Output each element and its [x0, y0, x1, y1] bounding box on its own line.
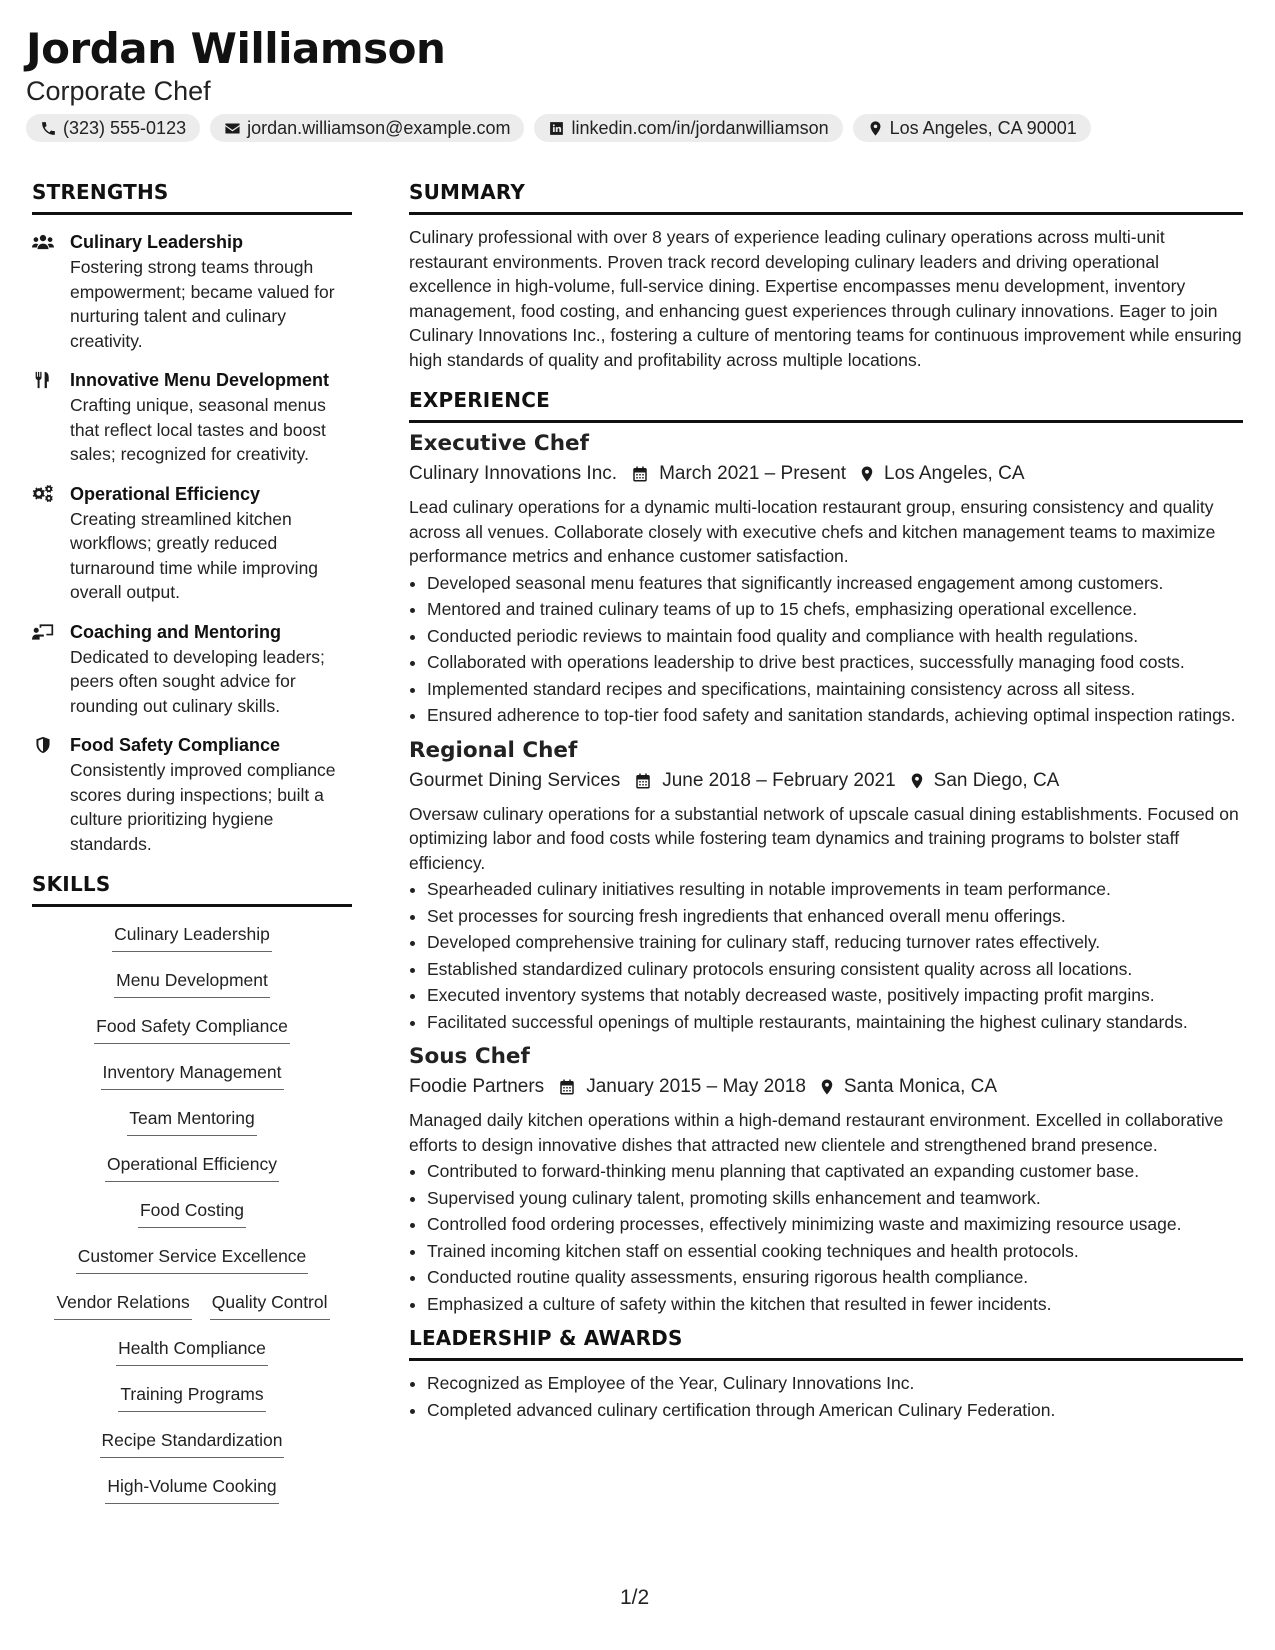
contact-location: [853, 114, 1091, 142]
skill-tag: Food Safety Compliance: [94, 1013, 290, 1044]
strength-title: Food Safety Compliance: [70, 735, 281, 755]
summary-text: Culinary professional with over 8 years of experience leading culinary operations across multi-unit restaurant environments. Proven track record developing culinary leaders and driving operational excellence in high-volume, full-service dining. Expertise encompasses menu development, inventory management, food costing, and enhancing guest experiences through culinary innovations. Eager to join Culinary Innovations Inc., fostering a culture of mentoring teams for continuous improvement while ensuring high standards of quality and profitability across multiple locations.: [409, 227, 1242, 370]
bullet-item: • Supervised young culinary talent, promoting skills enhancement and teamwork.: [427, 1186, 1243, 1211]
strength-desc: Crafting unique, seasonal menus that reflect local tastes and boost sales; recognized for creativity.: [70, 395, 326, 464]
strength-desc: Fostering strong teams through empowerment; became valued for nurturing talent and culinary creativity.: [70, 257, 335, 351]
contact-email-text: jordan.williamson@example.com: [247, 117, 511, 138]
job-meta: [409, 1072, 1243, 1102]
bullet-item: • Conducted routine quality assessments, ensuring rigorous health compliance.: [427, 1265, 1243, 1290]
users-icon: [32, 233, 54, 251]
contact-location-text: Los Angeles, CA 90001: [889, 117, 1077, 138]
strength-item: [32, 619, 352, 719]
job-title: Executive Chef: [409, 431, 589, 456]
strength-desc: Dedicated to developing leaders; peers often sought advice for rounding out culinary skills.: [70, 646, 325, 716]
bullet-item: • Emphasized a culture of safety within the kitchen that resulted in fewer incidents.: [427, 1292, 1243, 1317]
job-dates: March 2021 – Present: [659, 463, 847, 484]
skills-heading: SKILLS: [32, 870, 352, 907]
strength-item: [32, 732, 352, 856]
strengths-list: [32, 229, 352, 856]
bullet-item: • Trained incoming kitchen staff on essential cooking techniques and health protocols.: [427, 1239, 1243, 1264]
job-title: Sous Chef: [409, 1044, 530, 1069]
candidate-role: Corporate Chef: [26, 76, 211, 106]
strength-title: Operational Efficiency: [70, 483, 261, 504]
calendar-icon: [558, 1078, 576, 1096]
skill-tag: Quality Control: [210, 1289, 330, 1320]
skill-tag: Team Mentoring: [127, 1105, 256, 1136]
contact-linkedin-text: linkedin.com/in/jordanwilliamson: [571, 117, 829, 138]
skill-tag: Training Programs: [118, 1381, 265, 1412]
summary-heading: SUMMARY: [409, 178, 1243, 215]
contact-phone-text: (323) 555-0123: [63, 117, 187, 138]
candidate-name: Jordan Williamson: [26, 24, 446, 73]
strength-title: Coaching and Mentoring: [70, 621, 281, 642]
strength-title: Innovative Menu Development: [70, 370, 330, 390]
job-company: Foodie Partners: [409, 1076, 545, 1097]
phone-icon: [40, 120, 57, 137]
bullet-item: • Developed comprehensive training for culinary staff, reducing turnover rates effectively.: [427, 930, 1243, 955]
job-meta: [409, 766, 1243, 796]
job-title: Regional Chef: [409, 737, 578, 763]
contact-phone[interactable]: [26, 114, 200, 142]
skill-tag: Food Costing: [138, 1197, 246, 1228]
job-location: San Diego, CA: [933, 769, 1060, 791]
job-description: Managed daily kitchen operations within a high-demand restaurant environment. Excelled in collaborative efforts to design innovative dishes that attracted new clientele and strengthened brand presence.: [409, 1110, 1224, 1155]
skill-tag: Culinary Leadership: [112, 921, 272, 952]
job-bullets: [409, 1159, 1243, 1316]
linkedin-icon: [548, 120, 565, 137]
bullet-item: • Collaborated with operations leadership to drive best practices, successfully managing food costs.: [427, 650, 1243, 675]
job-bullets: [409, 571, 1243, 728]
job-meta: [409, 459, 1243, 489]
utensils-icon: [32, 371, 54, 389]
job-entry: [409, 1042, 1243, 1316]
sidebar: [32, 178, 352, 1515]
job-description: Lead culinary operations for a dynamic multi-location restaurant group, ensuring consistency and quality across all venues. Collaborate closely with executive chefs and kitchen management teams to maximize performance metrics and enhance customer satisfaction.: [409, 497, 1216, 566]
map-pin-icon: [908, 772, 926, 790]
bullet-item: • Conducted periodic reviews to maintain food quality and compliance with health regulations.: [427, 624, 1243, 649]
awards-heading: LEADERSHIP & AWARDS: [409, 1324, 1243, 1361]
strength-title: Culinary Leadership: [70, 232, 244, 252]
envelope-icon: [224, 120, 241, 137]
job-bullets: [409, 877, 1243, 1034]
bullet-item: • Set processes for sourcing fresh ingredients that enhanced overall menu offerings.: [427, 904, 1243, 929]
page-number: 1/2: [620, 1586, 650, 1609]
job-entry: [409, 429, 1243, 728]
bullet-item: • Mentored and trained culinary teams of up to 15 chefs, emphasizing operational excellence.: [427, 597, 1243, 622]
job-company: Culinary Innovations Inc.: [409, 463, 618, 484]
main-column: [409, 178, 1243, 1430]
map-pin-icon: [818, 1078, 836, 1096]
job-location: Los Angeles, CA: [884, 463, 1025, 484]
skill-tag: Operational Efficiency: [105, 1151, 279, 1182]
gears-icon: [32, 485, 54, 503]
calendar-icon: [634, 772, 652, 790]
contact-email[interactable]: [210, 114, 524, 142]
contact-bar: [26, 114, 1091, 142]
bullet-item: • Executed inventory systems that notably decreased waste, positively impacting profit margins.: [427, 983, 1243, 1008]
awards-section: [409, 1324, 1243, 1422]
skill-tag: Vendor Relations: [54, 1289, 191, 1320]
job-location: Santa Monica, CA: [843, 1076, 998, 1097]
bullet-item: • Implemented standard recipes and specifications, maintaining consistency across all sitess.: [427, 677, 1243, 702]
strengths-heading: STRENGTHS: [32, 178, 352, 215]
bullet-item: • Ensured adherence to top-tier food safety and sanitation standards, achieving optimal inspection ratings.: [427, 703, 1243, 728]
calendar-icon: [631, 465, 649, 483]
bullet-item: • Developed seasonal menu features that significantly increased engagement among customers.: [427, 571, 1243, 596]
awards-list: [409, 1371, 1243, 1422]
strength-item: [32, 367, 352, 467]
skill-tag: Customer Service Excellence: [76, 1243, 309, 1274]
job-dates: June 2018 – February 2021: [662, 769, 896, 791]
skill-tag: Menu Development: [114, 967, 270, 998]
skill-tag: High-Volume Cooking: [105, 1473, 278, 1504]
strength-desc: Creating streamlined kitchen workflows; greatly reduced turnaround time while improving overall output.: [70, 508, 319, 602]
shield-icon: [32, 736, 54, 754]
job-entry: [409, 736, 1243, 1035]
skills-list: [32, 917, 352, 1515]
chalkboard-teacher-icon: [32, 623, 54, 641]
bullet-item: • Contributed to forward-thinking menu planning that captivated an expanding customer base.: [427, 1159, 1243, 1184]
award-item: • Recognized as Employee of the Year, Culinary Innovations Inc.: [427, 1371, 1243, 1396]
bullet-item: • Controlled food ordering processes, effectively minimizing waste and maximizing resource usage.: [427, 1212, 1243, 1237]
bullet-item: • Facilitated successful openings of multiple restaurants, maintaining the highest culinary standards.: [427, 1010, 1243, 1035]
strength-item: [32, 229, 352, 353]
bullet-item: • Spearheaded culinary initiatives resulting in notable improvements in team performance.: [427, 877, 1243, 902]
map-pin-icon: [867, 120, 884, 137]
skill-tag: Recipe Standardization: [100, 1427, 285, 1458]
skill-tag: Inventory Management: [101, 1059, 284, 1090]
job-company: Gourmet Dining Services: [409, 769, 621, 791]
contact-linkedin[interactable]: [534, 114, 842, 142]
map-pin-icon: [858, 465, 876, 483]
strength-desc: Consistently improved compliance scores during inspections; built a culture prioritizing hygiene standards.: [70, 760, 336, 854]
job-dates: January 2015 – May 2018: [586, 1076, 806, 1097]
job-description: Oversaw culinary operations for a substantial network of upscale casual dining establishments. Focused on optimizing labor and food costs while fostering team dynamics and training programs to bolster staff efficiency.: [409, 803, 1239, 873]
skill-tag: Health Compliance: [116, 1335, 268, 1366]
award-item: • Completed advanced culinary certification through American Culinary Federation.: [427, 1398, 1243, 1423]
experience-heading: EXPERIENCE: [409, 386, 1243, 423]
bullet-item: • Established standardized culinary protocols ensuring consistent quality across all locations.: [427, 957, 1243, 982]
strength-item: [32, 481, 352, 605]
